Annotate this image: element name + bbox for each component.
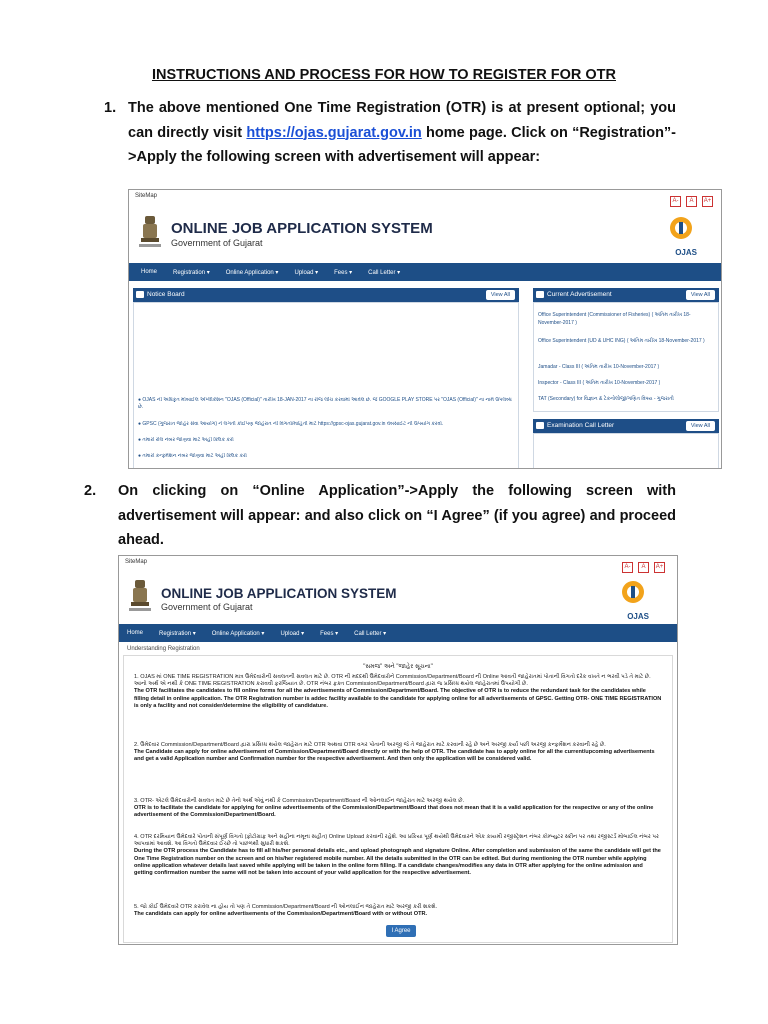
site-header xyxy=(119,572,677,624)
font-normal-button[interactable]: A xyxy=(638,562,649,573)
site-title: ONLINE JOB APPLICATION SYSTEM xyxy=(171,220,433,237)
nav-call-letter[interactable]: Call Letter ▾ xyxy=(368,269,401,276)
nav-fees[interactable]: Fees ▾ xyxy=(334,269,353,276)
screenshot-online-application xyxy=(118,555,678,945)
font-size-controls xyxy=(670,196,713,207)
screenshot-registration xyxy=(128,189,722,469)
notice-item[interactable]: ● તમારો કન્ફર્મેશન નંબર જાણવા માટે અહીં ક્લિક કરો xyxy=(138,453,247,459)
main-nav xyxy=(129,263,721,281)
nav-home[interactable]: Home xyxy=(141,269,158,275)
advertisement-item[interactable]: Inspector - Class III ( અંતિમ તારીખ 10-November-2017 ) xyxy=(538,380,661,386)
document-title: INSTRUCTIONS AND PROCESS FOR HOW TO REGISTER FOR OTR xyxy=(151,67,616,83)
nav-registration[interactable]: Registration ▾ xyxy=(173,269,210,276)
nav-home[interactable]: Home xyxy=(127,630,144,636)
font-increase-button[interactable]: A+ xyxy=(654,562,665,573)
notice-item[interactable]: ● GPSC (ગુજરાત જાહેર સેવા આયોગ) ને લગતી કોઈપણ જાહેરાત ની વિગતો/માહિતી માટે https://gpsc-ojas.gujarat.gov.in વેબસાઈટ ની ઉપયોગ કરવો. xyxy=(138,421,444,427)
step-1-number: 1. xyxy=(104,100,117,116)
nav-upload[interactable]: Upload ▾ xyxy=(280,630,305,637)
ads-view-all-button[interactable]: View All xyxy=(686,290,715,300)
advertisement-item[interactable]: Office Superintendent (UD & UHC ING) ( અંતિમ તારીખ 18-November-2017 ) xyxy=(538,338,705,344)
notice-paragraph-3: 3. OTR- એટલે ઉમેદવારોની સવલત માટે છે તેનો અર્થ એવું નથી કે Commission/Department/Board ની ઓનલાઈન જાહેરાત માટે અરજી થયેલ છે. OTR is to facilitate the candidate for applying for online advertisements of the Commission/Department/Board that does not mean that it is a valid application for the respective or any of the online advertisement of the Commission/Department/Board. xyxy=(134,798,654,819)
step-2-number: 2. xyxy=(84,483,97,499)
sitemap-link[interactable]: SiteMap xyxy=(135,193,158,199)
nav-online-application[interactable]: Online Application ▾ xyxy=(225,269,279,276)
nav-fees[interactable]: Fees ▾ xyxy=(320,630,339,637)
font-decrease-button[interactable]: A- xyxy=(622,562,633,573)
call-letter-view-all-button[interactable]: View All xyxy=(686,421,715,431)
advertisement-item[interactable]: Office Superintendent (Commissioner of Fisheries) ( અંતિમ તારીખ 18-November-2017 ) xyxy=(538,312,691,326)
notice-paragraph-1: 1. OJAS માં ONE TIME REGISTRATION માત્ર ઉમેદવારોની સવલતની સવલત માટે છે. OTR ની મદદથી ઉમેદવારોને Commission/Department/Board ની Online આવતી જાહેરાતમાં પોતાની વિગતો દરેક વખતે ન ભરવી પડે તે માટે છે. આનો અર્થ એ નથી કે ONE TIME REGISTRATION કરાવવી ફરજિયાત છે. OTR નંબર ફક્ત Commission/Department/Board દ્વારા જ પ્રસિધ્ધ થયેલ જાહેરાતમાં ઉપયોગી છે. The OTR facilitates the candidates to fill online forms for all the advertisements of Commission/Department/Board. The objective of OTR is to reduce the redundant task for the candidates while filling detail in online application. The OTR Registration number is addec facility available to the candidate for applying online for all advertisements of GPSC. Getting OTR- ONE TIME REGISTRATION is only a facility and not consider/determine the eligibility of candidature. xyxy=(134,674,662,709)
advertisement-item[interactable]: TAT (Secondary) for વિજ્ઞાન & ટેકનોલોજી/ગણિત વિષય - ગુજરાતી xyxy=(538,396,674,402)
notice-board-body xyxy=(133,302,519,469)
step-2-text: On clicking on “Online Application”->Apply the following screen with advertisement will appear: and also click on “I Agree” (if you agree) and proceed ahead. xyxy=(118,483,676,548)
notice-item[interactable]: ● તમારો રોલ નંબર જાણવા માટે અહીં ક્લિક કરો xyxy=(138,437,234,443)
section-label: Understanding Registration xyxy=(127,646,200,652)
checkbox-icon xyxy=(536,422,544,429)
list-icon xyxy=(536,291,544,298)
main-nav xyxy=(119,624,677,642)
current-advertisement-header: Current Advertisement View All xyxy=(533,288,719,302)
notice-board-header: Notice Board View All xyxy=(133,288,519,302)
gujarat-emblem-icon xyxy=(137,214,163,254)
current-advertisement-body xyxy=(533,302,719,412)
step-1-text: The above mentioned One Time Registration (OTR) is at present optional; you can directly visit https://ojas.gujarat.gov.in home page. Click on “Registration”->Apply the following screen with advertisement will appear: xyxy=(128,100,676,165)
step-1 xyxy=(104,96,676,170)
notice-paragraph-2: 2. ઉમેદવાર Commission/Department/Board દ્વારા પ્રસિધ્ધ થયેલ જાહેરાત માટે OTR અથવા OTR વગર પોતાની અરજી જે તે જાહેરાત માટે કરવાની રહે છે અને અરજી કર્યા પછી અરજી કન્ફર્મેશન કરવાની રહે છે. The Candidate can apply for online advertisement of Commission/Department/Board directly or with the help of OTR. The candidate has to apply online for all the current/upcoming advertisements and get a valid Application number and Confirmation number for the respective advertisement. And then only the application will be considered valid. xyxy=(134,742,655,763)
advertisement-item[interactable]: Jamadar - Class III ( અંતિમ તારીખ 10-November-2017 ) xyxy=(538,364,660,370)
step-2 xyxy=(84,479,676,553)
site-subtitle: Government of Gujarat xyxy=(161,602,253,612)
site-header xyxy=(129,208,721,260)
exam-call-letter-body xyxy=(533,433,719,469)
notice-paragraph-4: 4. OTR દરમિયાન ઉમેદવારે પોતાની સંપૂર્ણ વિગતો (ફોટોગ્રાફ અને સહીના નમૂના સહીત) Online Upload કરવાની રહેશે. આ પ્રકિયા પૂર્ણ થયેથી ઉમેદવારને એક કાયમી રજીસ્ટ્રેશન નંબર કોમ્પ્યુટર સ્ક્રીન પર તથા રજીસ્ટર્ડ મોબાઈલ નંબર પર આપવામાં આવશે. આ વિગતો ઉમેદવાર ઈચ્છે તો પાછળથી સુધારી શકશે. During the OTR process the Candidate has to fill all his/her personal details etc., and upload photograph and signature Online. After completion and submission of the same the candidate will get the One Time Registration number on the screen and on his/her registered mobile number. All the details submitted in the OTR can be edited. But during mentioning the OTR number while applying online application whatever details last saved while applying will be taken in the online form filling. If a candidate changes/modifies any data in OTR after applying for the online admission and getting confirmation number the same will not be taken into account of your valid application for the respective advertisement. xyxy=(134,834,661,877)
font-increase-button[interactable]: A+ xyxy=(702,196,713,207)
sitemap-link[interactable]: SiteMap xyxy=(125,559,148,565)
site-subtitle: Government of Gujarat xyxy=(171,238,263,248)
ojas-logo-text: OJAS xyxy=(627,612,649,621)
gujarat-emblem-icon xyxy=(127,578,153,618)
nav-online-application[interactable]: Online Application ▾ xyxy=(211,630,265,637)
font-decrease-button[interactable]: A- xyxy=(670,196,681,207)
nav-registration[interactable]: Registration ▾ xyxy=(159,630,196,637)
notice-view-all-button[interactable]: View All xyxy=(486,290,515,300)
ojas-logo-text: OJAS xyxy=(675,248,697,257)
notice-board-icon xyxy=(136,291,144,298)
registration-notice-box xyxy=(123,655,673,943)
notice-heading: "સમજ" અને "જાહેર સૂચના" xyxy=(363,664,433,670)
ojas-link[interactable]: https://ojas.gujarat.gov.in xyxy=(246,124,422,141)
notice-item[interactable]: ● OJAS ની અધિકૃત મોબાઈલ એપ્લીકેશન "OJAS (Official)" તારીખ 18-JAN-2017 ના રોજ લોંચ કરવામાં આવેલ છે. જે GOOGLE PLAY STORE પર "OJAS (Official)" ના નામે ઉપલબ્ધ છે. xyxy=(138,397,512,410)
i-agree-button[interactable]: I Agree xyxy=(386,925,416,937)
notice-paragraph-5: 5. જો કોઈ ઉમેદવારે OTR કરાવેલ ના હોય તો પણ તે Commission/Department/Board ની ઓનલાઈન જાહેરાત માટે અરજી કરી શકશે. The candidats can apply for online advertisements of the Commission/Department/Board with or without OTR. xyxy=(134,904,438,918)
site-title: ONLINE JOB APPLICATION SYSTEM xyxy=(161,586,397,601)
font-normal-button[interactable]: A xyxy=(686,196,697,207)
exam-call-letter-header: Examination Call Letter View All xyxy=(533,419,719,433)
nav-upload[interactable]: Upload ▾ xyxy=(294,269,319,276)
nav-call-letter[interactable]: Call Letter ▾ xyxy=(354,630,387,637)
